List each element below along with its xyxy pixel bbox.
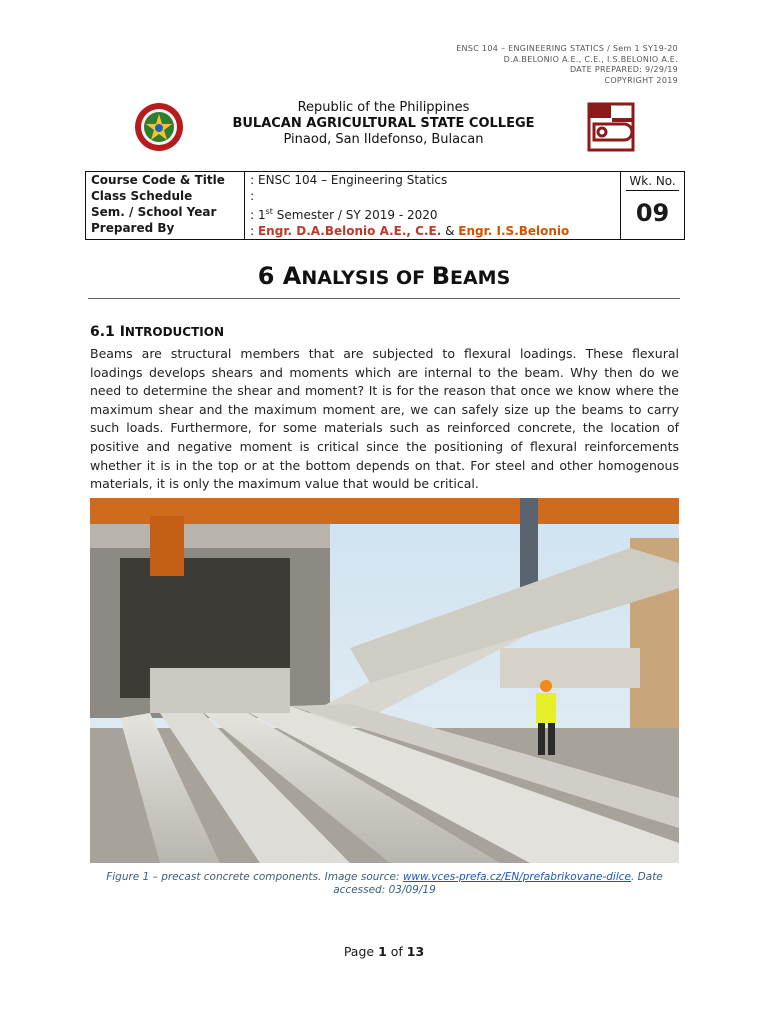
chapter-title: 6 ANALYSIS OF BEAMS — [257, 262, 511, 290]
author-1: Engr. D.A.Belonio A.E., C.E. — [257, 224, 442, 238]
week-number: 09 — [635, 199, 670, 227]
author-2: Engr. I.S.Belonio — [458, 224, 570, 238]
intro-paragraph: Beams are structural members that are subjected to flexural loadings. These flexural loadings develops shears and moments which are internal to the beam. Why then do we need to determine the shear and moment? It is for the reason that once we know where the maximum shear and the maximum moment are, we can safely size up the beams to carry such loads. Furthermore, for some materials such as reinforced concrete, the location of positive and negative moment is critical since the positioning of flexural reinforcements whether it is in the top or at the bottom depends on that. For steel and other homogenous materials, it is only the maximum value that would be critical. — [90, 346, 679, 492]
value-prepared-by: : Engr. D.A.Belonio A.E., C.E. & Engr. I.S.Belonio — [250, 224, 570, 238]
meta-date-line: DATE PREPARED: 9/29/19 — [569, 65, 678, 74]
figure-caption: Figure 1 – precast concrete components. Image source: www.vces-prefa.cz/EN/prefabrikovane-dilce. Date accessed: 03/09/19 — [106, 871, 663, 896]
meta-copyright-line: COPYRIGHT 2019 — [604, 75, 678, 85]
image-source-link[interactable]: www.vces-prefa.cz/EN/prefabrikovane-dilce — [402, 871, 631, 883]
republic-line: Republic of the Philippines — [297, 100, 470, 115]
document-meta — [456, 44, 678, 86]
precast-concrete-photo — [90, 498, 679, 863]
total-pages: 13 — [406, 944, 425, 959]
label-class-schedule: Class Schedule — [91, 189, 193, 203]
college-name: BULACAN AGRICULTURAL STATE COLLEGE — [232, 116, 535, 131]
title-divider — [88, 298, 680, 299]
meta-authors-line: D.A.BELONIO A.E., C.E., I.S.BELONIO A.E. — [503, 54, 678, 64]
school-header — [90, 96, 677, 160]
label-sem-year: Sem. / School Year — [91, 205, 217, 219]
value-class-schedule: : — [250, 189, 255, 203]
course-labels — [86, 172, 245, 240]
week-label: Wk. No. — [626, 172, 679, 191]
week-number-cell — [621, 172, 685, 240]
section-heading: 6.1 INTRODUCTION — [90, 324, 224, 340]
label-course-code: Course Code & Title — [91, 173, 225, 187]
department-logo — [586, 102, 636, 152]
meta-course-line: ENSC 104 – ENGINEERING STATICS / Sem 1 SY19-20 — [456, 44, 678, 53]
value-sem-year: : 1st Semester / SY 2019 - 2020 — [250, 207, 438, 222]
label-prepared-by: Prepared By — [91, 221, 175, 235]
current-page: 1 — [378, 944, 387, 959]
value-course-code: : ENSC 104 – Engineering Statics — [250, 173, 448, 187]
college-address: Pinaod, San Ildefonso, Bulacan — [283, 132, 484, 147]
course-values — [245, 172, 621, 240]
course-info-table — [85, 171, 685, 240]
page-footer: Page 1 of 13 — [343, 944, 425, 959]
